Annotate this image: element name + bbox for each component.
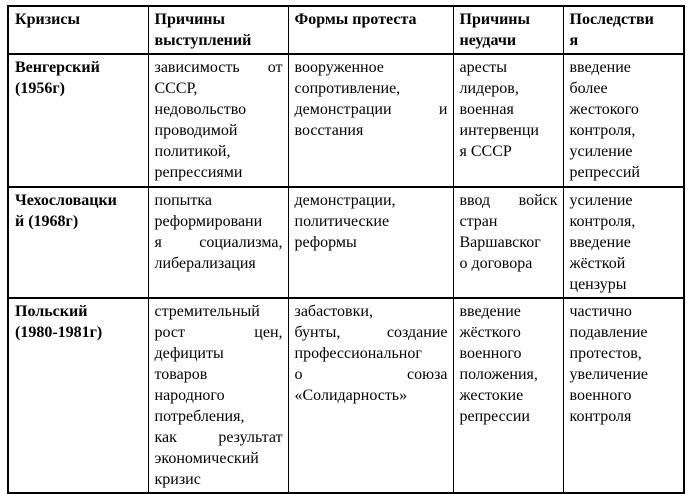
cell-failure-reasons: ввод войск стран Варшавског о договора — [453, 187, 563, 298]
header-row — [8, 6, 684, 54]
cell-failure-reasons: введение жёсткого военного положения, жестокие репрессии — [453, 298, 563, 493]
cell-consequences: введение более жестокого контроля, усиление репрессий — [563, 54, 684, 187]
cell-crisis-name: Польский (1980-1981г) — [8, 298, 148, 493]
cell-causes: попытка реформировани я социализма, либерализация — [148, 187, 288, 298]
cell-protest-forms: забастовки, бунты, создание профессиональног о союза «Солидарность» — [288, 298, 453, 493]
cell-protest-forms: вооруженное сопротивление, демонстрации и восстания — [288, 54, 453, 187]
header-cell-protest-forms: Формы протеста — [288, 6, 453, 54]
header-cell-crises: Кризисы — [8, 6, 148, 54]
cell-crisis-name: Венгерский (1956г) — [8, 54, 148, 187]
cell-failure-reasons: аресты лидеров, военная интервенци я СССР — [453, 54, 563, 187]
crises-table — [7, 5, 685, 494]
cell-causes: стремительный рост цен, дефициты товаров народного потребления, как результат экономический кризис — [148, 298, 288, 493]
table-row-hungarian — [8, 54, 684, 187]
header-cell-consequences: Последстви я — [563, 6, 684, 54]
table-row-polish — [8, 298, 684, 493]
cell-crisis-name: Чехословацки й (1968г) — [8, 187, 148, 298]
header-cell-failure-reasons: Причины неудачи — [453, 6, 563, 54]
cell-consequences: частично подавление протестов, увеличение военного контроля — [563, 298, 684, 493]
header-cell-causes: Причины выступлений — [148, 6, 288, 54]
cell-protest-forms: демонстрации, политические реформы — [288, 187, 453, 298]
table-row-czechoslovak — [8, 187, 684, 298]
cell-causes: зависимость от СССР, недовольство проводимой политикой, репрессиями — [148, 54, 288, 187]
cell-consequences: усиление контроля, введение жёсткой цензуры — [563, 187, 684, 298]
